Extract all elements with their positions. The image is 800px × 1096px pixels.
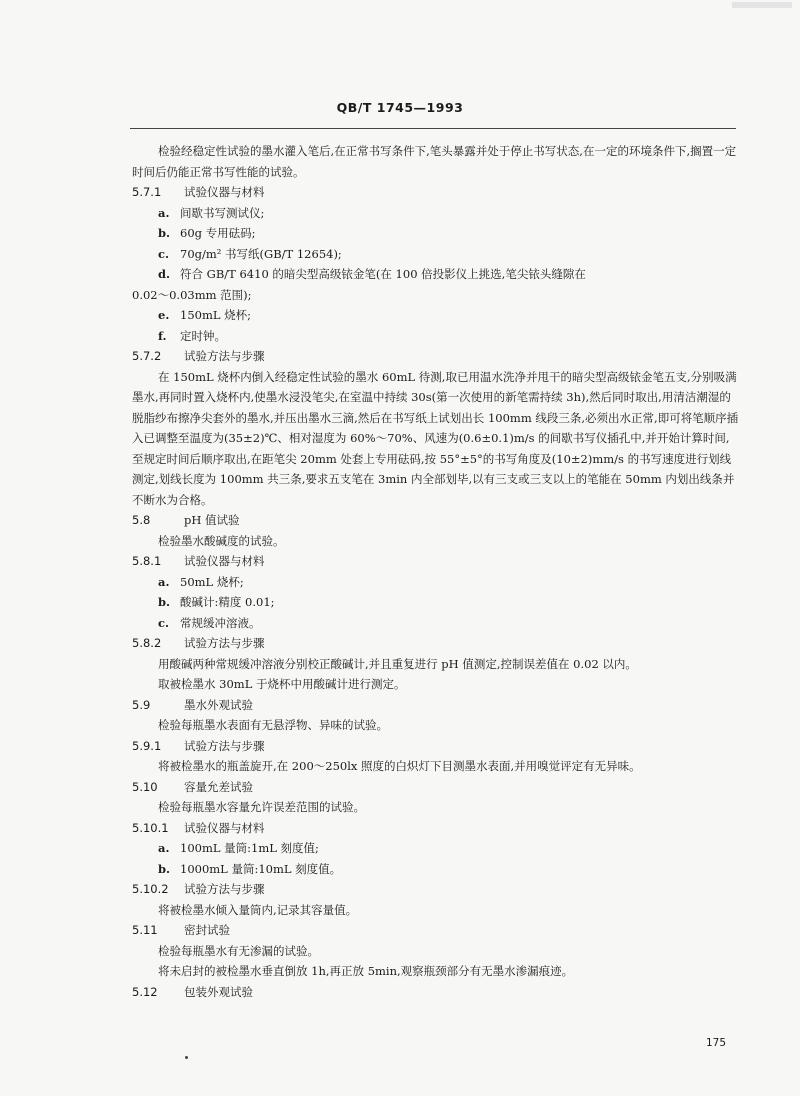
- paragraph: 用酸碱两种常规缓冲溶液分别校正酸碱计,并且重复进行 pH 值测定,控制误差值在 0.02 以内。: [158, 656, 637, 671]
- section-title: 试验仪器与材料: [184, 185, 265, 199]
- section-heading-5-8-2: [132, 633, 740, 654]
- section-title: 试验方法与步骤: [184, 738, 265, 753]
- section-heading-5-10: [132, 777, 740, 798]
- section-heading-5-8: [132, 510, 740, 531]
- page-number: 175: [706, 1037, 727, 1049]
- section-heading-5-8-1: [132, 551, 740, 572]
- section-title: 试验方法与步骤: [184, 882, 265, 896]
- document-body: [132, 141, 740, 1002]
- list-item: a. 50mL 烧杯;: [158, 574, 244, 589]
- paragraph: 将被检墨水倾入量筒内,记录其容量值。: [158, 902, 358, 917]
- scan-speck: [185, 1056, 188, 1059]
- section-heading-5-9-1: [132, 736, 740, 757]
- list-item: b. 1000mL 量筒:10mL 刻度值。: [158, 861, 342, 876]
- section-number: 5.11: [132, 923, 158, 937]
- section-number: 5.8.1: [132, 554, 162, 568]
- section-number: 5.8: [132, 513, 151, 527]
- list-item: d. 符合 GB/T 6410 的暗尖型高级铱金笔(在 100 倍投影仪上挑选,笔尖铱头缝隙在: [158, 267, 586, 281]
- paragraph: 在 150mL 烧杯内倒入经稳定性试验的墨水 60mL 待测,取已用温水洗净并甩干的暗尖型高级铱金笔五支,分别吸满墨水,再同时置入烧杯内,使墨水浸没笔尖,在室温中持续 30s(第一次使用的新笔需持续 3h),然后同时取出,用清洁潮湿的脱脂纱布擦净尖套外的墨水,并压出墨水三滴,然后在书写纸上试划出长 100mm 线段三条,必须出水正常,即可将笔顺序插入已调整至温度为(35±2)℃、相对湿度为 60%～70%、风速为(0.6±0.1)m/s 的间歇书写仪插孔中,并开始计算时间,至规定时间后顺序取出,在距笔尖 20mm 处套上专用砝码,按 55°±5°的书写角度及(10±2)mm/s 的书写速度进行划线测定,划线长度为 100mm 共三条,要求五支笔在 3min 内全部划毕,以有三支或三支以上的笔能在 50mm 内划出线条并不断水为合格。: [132, 369, 739, 507]
- standard-code-header: QB/T 1745—1993: [336, 100, 464, 115]
- section-title: 试验仪器与材料: [184, 554, 265, 568]
- section-title: pH 值试验: [184, 513, 240, 527]
- section-number: 5.9.1: [132, 738, 162, 753]
- section-heading-5-10-1: [132, 818, 740, 839]
- section-number: 5.7.1: [132, 185, 162, 199]
- paragraph: 检验墨水酸碱度的试验。: [158, 533, 285, 548]
- paragraph: 检验每瓶墨水表面有无悬浮物、异味的试验。: [158, 718, 388, 732]
- section-heading-5-7-1: [132, 182, 740, 203]
- section-number: 5.9: [132, 697, 151, 712]
- list-item-continuation: 0.02～0.03mm 范围);: [132, 287, 252, 302]
- section-heading-5-12: [132, 982, 740, 1003]
- paragraph: 检验每瓶墨水有无渗漏的试验。: [158, 943, 319, 958]
- section-title: 容量允差试验: [184, 779, 253, 794]
- section-title: 试验方法与步骤: [184, 636, 265, 650]
- section-title: 试验方法与步骤: [184, 349, 265, 363]
- section-number: 5.10.2: [132, 882, 169, 896]
- section-heading-5-10-2: [132, 879, 740, 900]
- section-heading-5-9: [132, 695, 740, 716]
- paragraph: 检验每瓶墨水容量允许误差范围的试验。: [158, 800, 365, 814]
- section-title: 墨水外观试验: [184, 697, 253, 712]
- section-title: 密封试验: [184, 923, 230, 937]
- section-heading-5-11: [132, 920, 740, 941]
- section-number: 5.12: [132, 984, 158, 999]
- section-heading-5-7-2: [132, 346, 740, 367]
- scan-artifact: [732, 2, 792, 8]
- list-item: c. 70g/m² 书写纸(GB/T 12654);: [158, 246, 342, 261]
- list-item: a. 100mL 量筒:1mL 刻度值;: [158, 841, 319, 855]
- header-rule: [130, 128, 736, 129]
- section-title: 包装外观试验: [184, 984, 253, 999]
- paragraph: 将被检墨水的瓶盖旋开,在 200～250lx 照度的白炽灯下目测墨水表面,并用嗅觉评定有无异味。: [158, 759, 641, 773]
- section-number: 5.10: [132, 779, 158, 794]
- list-item: a. 间歇书写测试仪;: [158, 205, 265, 220]
- list-item: e. 150mL 烧杯;: [158, 308, 252, 322]
- paragraph: 将未启封的被检墨水垂直倒放 1h,再正放 5min,观察瓶颈部分有无墨水渗漏痕迹。: [158, 964, 574, 978]
- paragraph: 取被检墨水 30mL 于烧杯中用酸碱计进行测定。: [158, 677, 406, 691]
- list-item: b. 酸碱计:精度 0.01;: [158, 595, 275, 609]
- section-number: 5.7.2: [132, 349, 162, 363]
- list-item: b. 60g 专用砝码;: [158, 226, 256, 240]
- section-number: 5.8.2: [132, 636, 162, 650]
- paragraph: 检验经稳定性试验的墨水灌入笔后,在正常书写条件下,笔头暴露并处于停止书写状态,在一定的环境条件下,搁置一定时间后仍能正常书写性能的试验。: [132, 144, 737, 179]
- section-title: 试验仪器与材料: [184, 820, 265, 835]
- section-number: 5.10.1: [132, 820, 169, 835]
- list-item: f. 定时钟。: [158, 328, 226, 343]
- list-item: c. 常规缓冲溶液。: [158, 615, 261, 630]
